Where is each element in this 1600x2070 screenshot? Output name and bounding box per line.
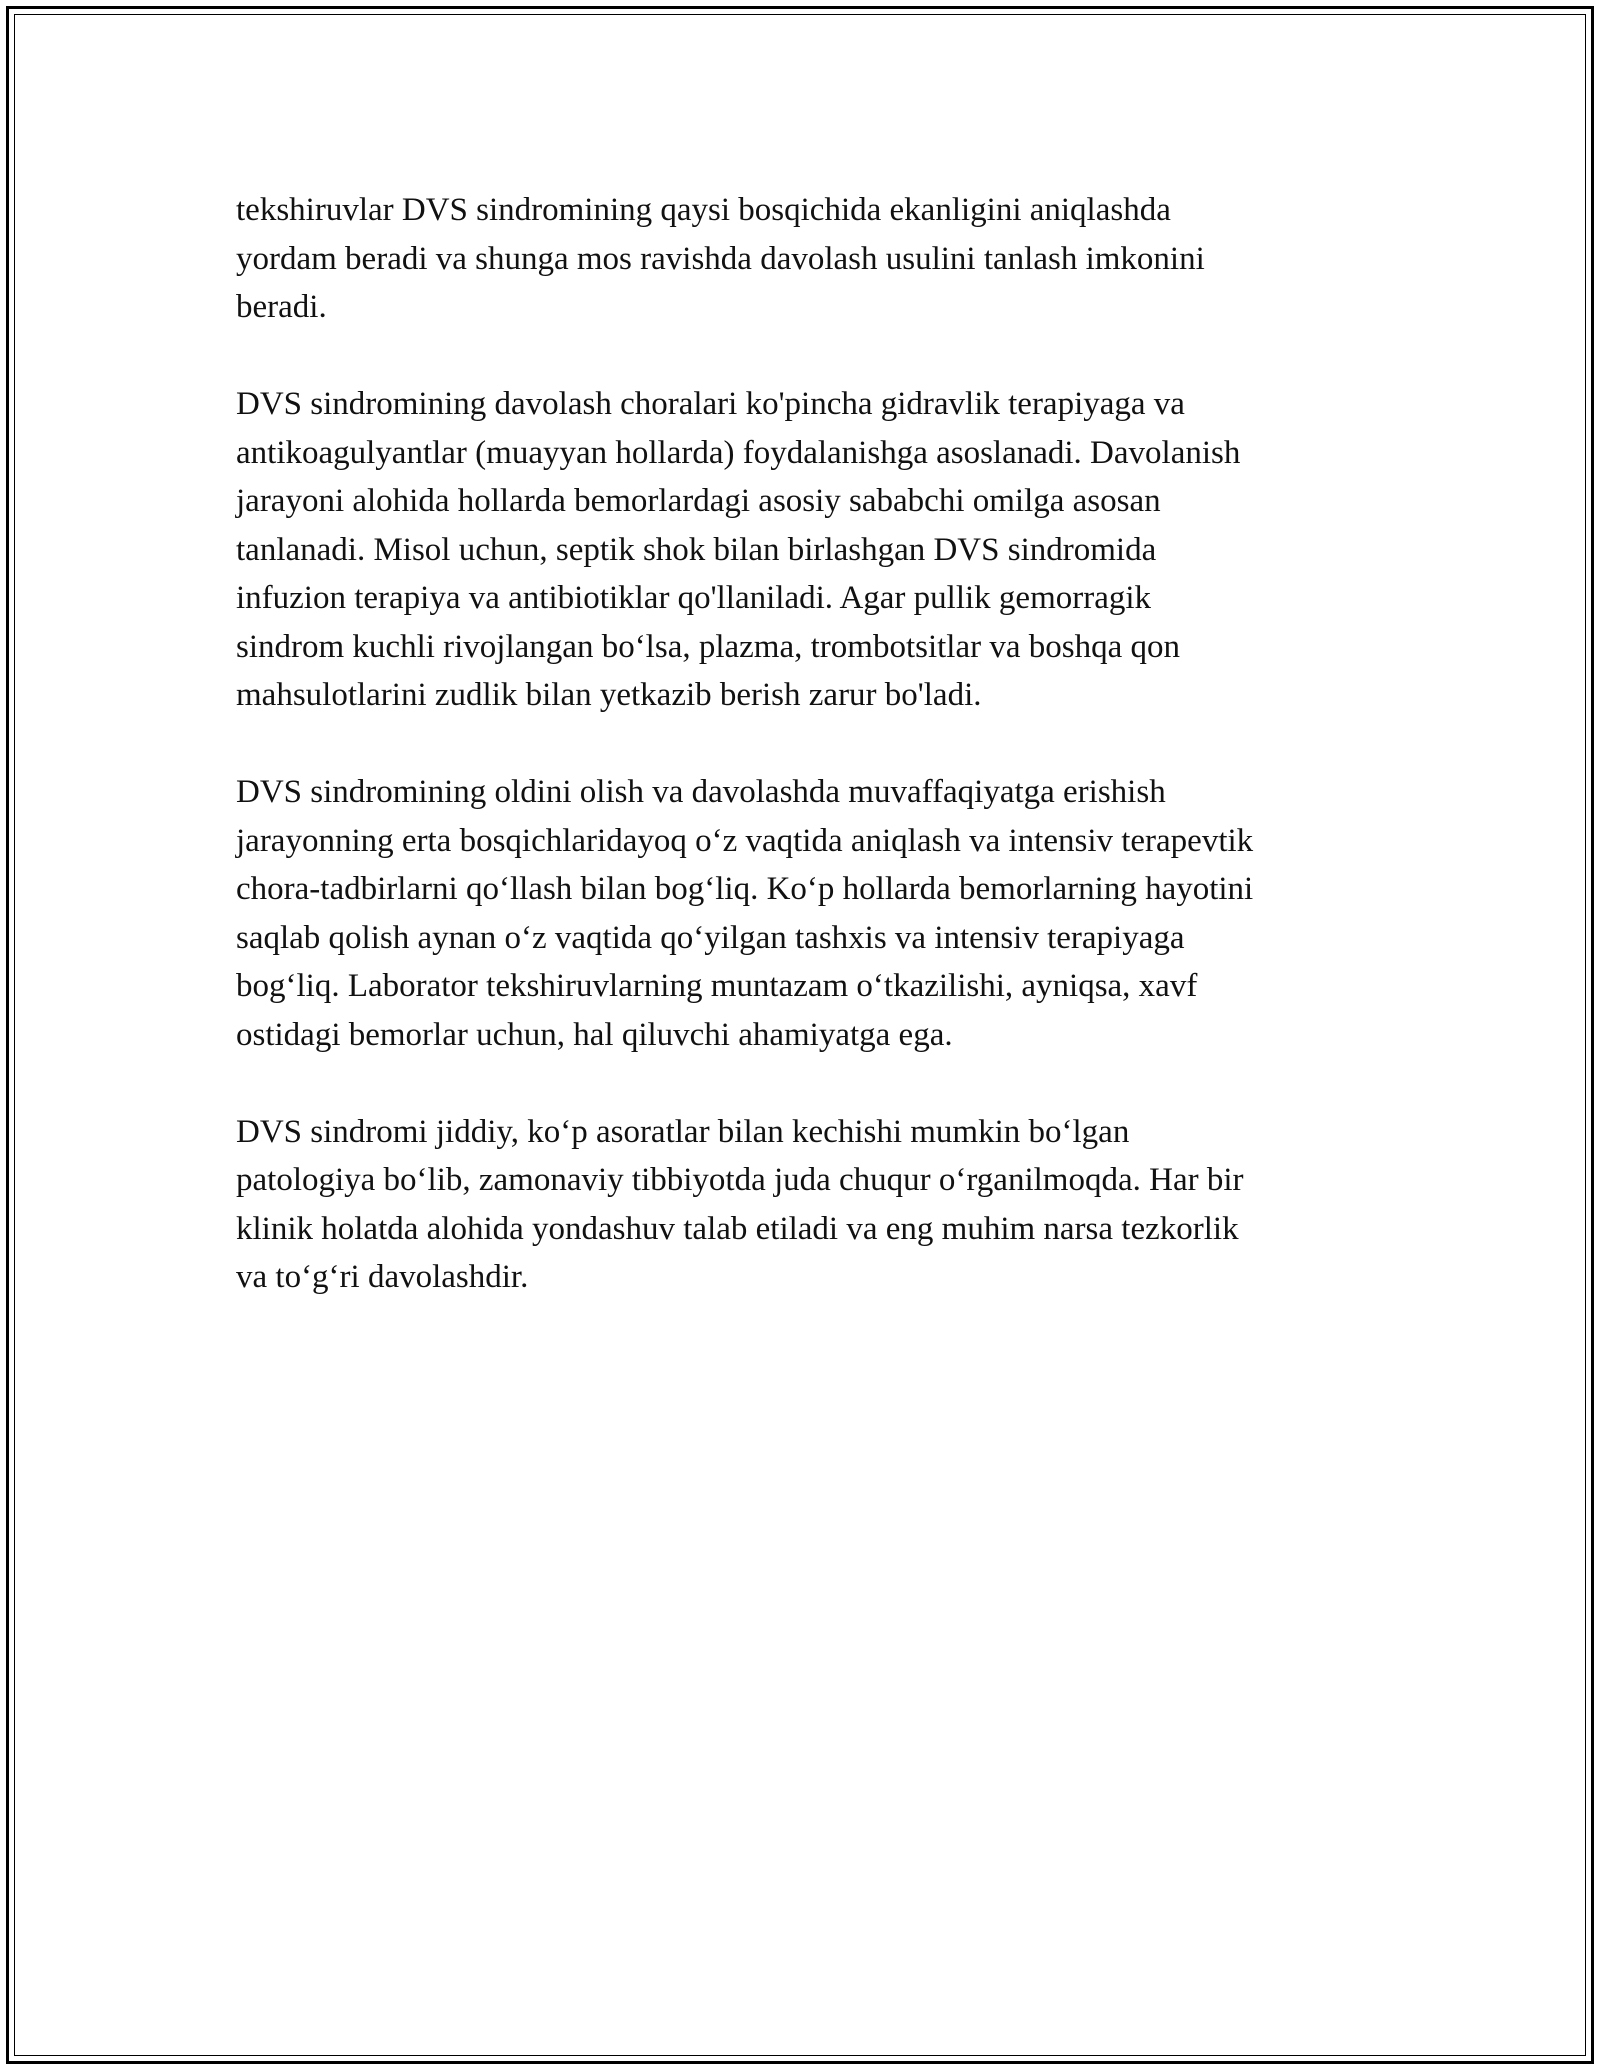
text-line: jarayonning erta bosqichlaridayoq oʻz vaqtida aniqlash va intensiv terapevtik (236, 822, 1254, 859)
text-line: va toʻgʻri davolashdir. (236, 1259, 529, 1295)
text-line: klinik holatda alohida yondashuv talab etiladi va eng muhim narsa tezkorlik (236, 1210, 1239, 1247)
text-line: yordam beradi va shunga mos ravishda davolash usulini tanlash imkonini (236, 240, 1205, 277)
text-line: DVS sindromining oldini olish va davolashda muvaffaqiyatga erishish (236, 774, 1166, 810)
text-line: DVS sindromi jiddiy, koʻp asoratlar bilan kechishi mumkin boʻlgan (236, 1113, 1130, 1150)
text-line: sindrom kuchli rivojlangan boʻlsa, plazma, trombotsitlar va boshqa qon (236, 628, 1180, 665)
text-line: antikoagulyantlar (muayyan hollarda) foydalanishga asoslanadi. Davolanish (236, 434, 1241, 471)
document-body (236, 186, 1386, 1350)
text-line: tanlanadi. Misol uchun, septik shok bilan birlashgan DVS sindromida (236, 531, 1157, 568)
text-line: DVS sindromining davolash choralari ko'pincha gidravlik terapiyaga va (236, 386, 1185, 422)
text-line: chora-tadbirlarni qoʻllash bilan bogʻliq. Koʻp hollarda bemorlarning hayotini (236, 871, 1254, 907)
text-line: ostidagi bemorlar uchun, hal qiluvchi ahamiyatga ega. (236, 1016, 953, 1053)
paragraph-4 (236, 1108, 1386, 1302)
text-line: mahsulotlarini zudlik bilan yetkazib berish zarur bo'ladi. (236, 677, 982, 713)
text-line: infuzion terapiya va antibiotiklar qo'llaniladi. Agar pullik gemorragik (236, 580, 1152, 616)
paragraph-3 (236, 768, 1386, 1059)
text-line: jarayoni alohida hollarda bemorlardagi asosiy sababchi omilga asosan (236, 483, 1161, 519)
paragraph-1 (236, 186, 1386, 332)
text-line: saqlab qolish aynan oʻz vaqtida qoʻyilgan tashxis va intensiv terapiyaga (236, 919, 1185, 956)
text-line: beradi. (236, 289, 327, 325)
text-line: patologiya boʻlib, zamonaviy tibbiyotda juda chuqur oʻrganilmoqda. Har bir (236, 1162, 1244, 1198)
text-line: tekshiruvlar DVS sindromining qaysi bosqichida ekanligini aniqlashda (236, 192, 1171, 228)
paragraph-2 (236, 380, 1386, 720)
text-line: bogʻliq. Laborator tekshiruvlarning muntazam oʻtkazilishi, ayniqsa, xavf (236, 968, 1198, 1004)
